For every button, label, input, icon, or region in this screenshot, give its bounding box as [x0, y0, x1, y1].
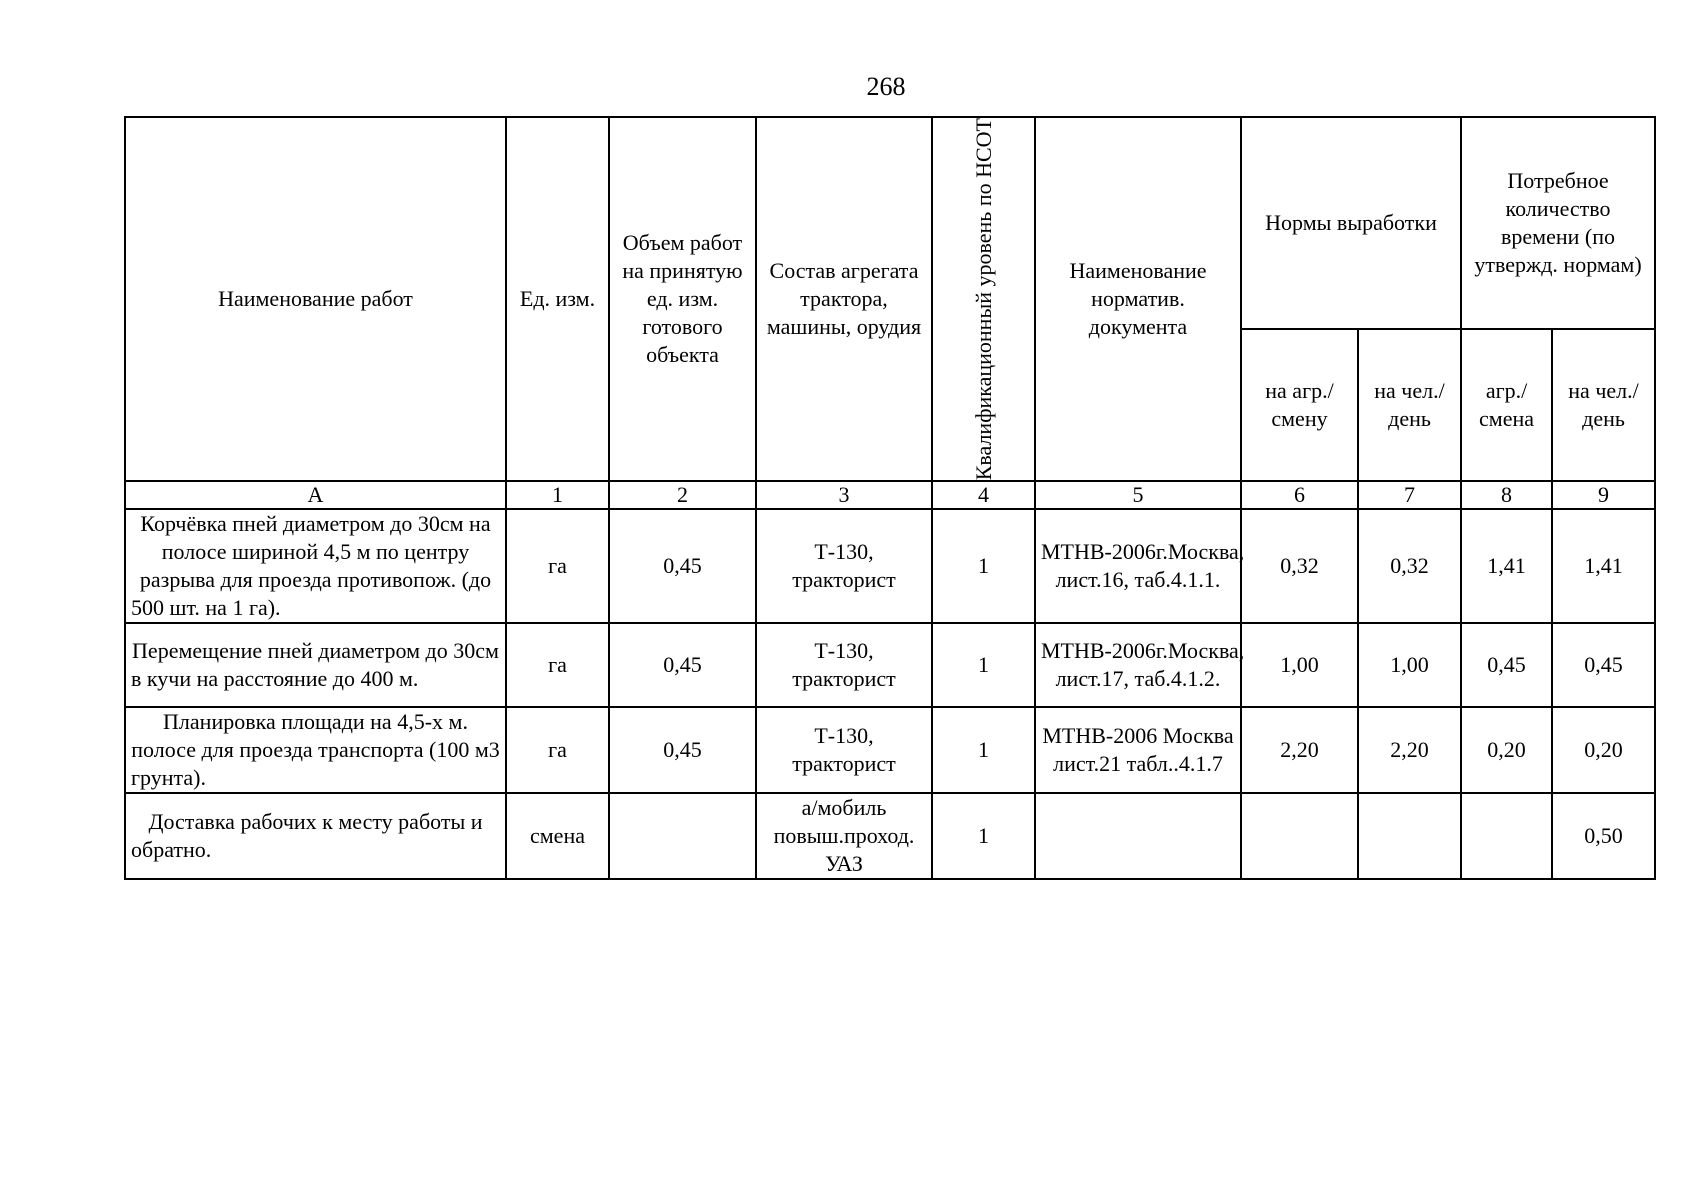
cell-document: МТНВ-2006 Москва лист.21 табл..4.1.7 [1035, 707, 1241, 793]
header-qualification-text: Квалификационный уровень по НСОТ [970, 118, 996, 481]
header-unit: Ед. изм. [506, 117, 609, 481]
column-index-row [125, 481, 1655, 509]
cell-composition: а/мобиль повыш.проход. УАЗ [756, 793, 932, 879]
column-index: 6 [1241, 481, 1358, 509]
header-row [125, 117, 1655, 329]
header-per-agg-shift: на агр./ смену [1241, 329, 1358, 481]
header-qualification [932, 117, 1035, 481]
cell-time-agg: 0,20 [1461, 707, 1552, 793]
column-index: 8 [1461, 481, 1552, 509]
table-row [125, 793, 1655, 879]
column-index: 3 [756, 481, 932, 509]
cell-norm-agg [1241, 793, 1358, 879]
cell-qualification: 1 [932, 623, 1035, 707]
cell-volume [609, 793, 756, 879]
page-number: 268 [866, 72, 906, 101]
column-index: А [125, 481, 506, 509]
cell-work: Перемещение пней диаметром до 30см в кучи на расстояние до 400 м. [125, 623, 506, 707]
cell-volume: 0,45 [609, 623, 756, 707]
header-work-name: Наименование работ [125, 117, 506, 481]
column-index: 1 [506, 481, 609, 509]
cell-norm-person: 0,32 [1358, 509, 1461, 623]
cell-document: МТНВ-2006г.Москва, лист.16, таб.4.1.1. [1035, 509, 1241, 623]
column-index: 5 [1035, 481, 1241, 509]
header-volume: Объем работ на принятую ед. изм. готового объекта [609, 117, 756, 481]
cell-unit: га [506, 623, 609, 707]
cell-norm-person: 2,20 [1358, 707, 1461, 793]
cell-unit: га [506, 707, 609, 793]
work-norms-table [124, 116, 1656, 880]
header-time-needed: Потребное количество времени (по утвержд. нормам) [1461, 117, 1655, 329]
cell-composition: Т-130, тракторист [756, 509, 932, 623]
cell-document [1035, 793, 1241, 879]
cell-norm-person [1358, 793, 1461, 879]
cell-document: МТНВ-2006г.Москва, лист.17, таб.4.1.2. [1035, 623, 1241, 707]
cell-unit: смена [506, 793, 609, 879]
header-output-norms: Нормы выработки [1241, 117, 1461, 329]
header-composition: Состав агрегата трактора, машины, орудия [756, 117, 932, 481]
cell-time-agg [1461, 793, 1552, 879]
header-document: Наименование норматив. документа [1035, 117, 1241, 481]
column-index: 7 [1358, 481, 1461, 509]
cell-qualification: 1 [932, 793, 1035, 879]
cell-volume: 0,45 [609, 707, 756, 793]
cell-unit: га [506, 509, 609, 623]
cell-volume: 0,45 [609, 509, 756, 623]
cell-time-agg: 0,45 [1461, 623, 1552, 707]
column-index: 9 [1552, 481, 1655, 509]
table-row [125, 707, 1655, 793]
cell-work: Планировка площади на 4,5-х м. полосе для проезда транспорта (100 м3 грунта). [125, 707, 506, 793]
cell-time-agg: 1,41 [1461, 509, 1552, 623]
table-row [125, 509, 1655, 623]
cell-norm-agg: 2,20 [1241, 707, 1358, 793]
cell-composition: Т-130, тракторист [756, 707, 932, 793]
column-index: 4 [932, 481, 1035, 509]
cell-time-person: 0,45 [1552, 623, 1655, 707]
cell-time-person: 1,41 [1552, 509, 1655, 623]
cell-time-person: 0,50 [1552, 793, 1655, 879]
cell-time-person: 0,20 [1552, 707, 1655, 793]
header-agg-shift: агр./ смена [1461, 329, 1552, 481]
table-row [125, 623, 1655, 707]
column-index: 2 [609, 481, 756, 509]
cell-qualification: 1 [932, 707, 1035, 793]
header-per-person-day: на чел./ день [1358, 329, 1461, 481]
cell-work: Доставка рабочих к месту работы и обратно. [125, 793, 506, 879]
cell-qualification: 1 [932, 509, 1035, 623]
cell-work: Корчёвка пней диаметром до 30см на полосе шириной 4,5 м по центру разрыва для проезда противопож. (до 500 шт. на 1 га). [125, 509, 506, 623]
cell-norm-agg: 1,00 [1241, 623, 1358, 707]
cell-composition: Т-130, тракторист [756, 623, 932, 707]
cell-norm-person: 1,00 [1358, 623, 1461, 707]
cell-norm-agg: 0,32 [1241, 509, 1358, 623]
header-person-day: на чел./ день [1552, 329, 1655, 481]
